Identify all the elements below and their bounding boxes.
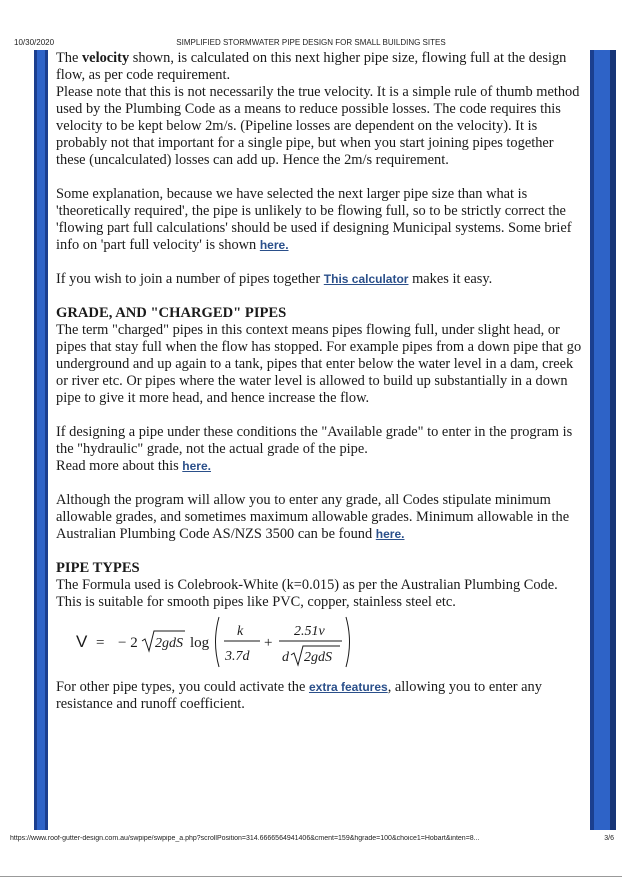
formula-denominator-1: 3.7d [225, 649, 250, 664]
hydraulic-grade-link[interactable]: here. [182, 459, 211, 473]
smooth-pipes-paragraph: This is suitable for smooth pipes like PVC, copper, stainless steel etc. [56, 594, 456, 610]
print-footer [0, 834, 622, 846]
extra-features-link[interactable]: extra features [308, 680, 388, 694]
formula-numerator-2: 2.51ν [294, 624, 325, 639]
page-title: SIMPLIFIED STORMWATER PIPE DESIGN FOR SMALL BUILDING SITES [176, 38, 446, 47]
grade-charged-pipes-heading: GRADE, AND "CHARGED" PIPES [56, 305, 287, 321]
pipe-types-heading: PIPE TYPES [56, 560, 140, 576]
velocity-paragraph: The velocity shown, is calculated on this next higher pipe size, flowing full at the design flow, as per code requirement. [56, 50, 567, 83]
right-blue-border [590, 50, 616, 830]
allowable-grades-paragraph: Although the program will allow you to enter any grade, all Codes stipulate minimum allowable grades, and sometimes maximum allowable grades. Minimum allowable in the Australian Plumbing Code AS/NZS 3500 can be found here. [56, 492, 570, 542]
colebrook-white-formula [56, 611, 586, 673]
formula-v: V [76, 632, 88, 651]
article-content [56, 50, 586, 713]
formula-intro-paragraph: The Formula used is Colebrook-White (k=0.015) as per the Australian Plumbing Code. [56, 577, 558, 593]
formula-radicand-2: 2gdS [304, 650, 332, 665]
velocity-note-paragraph: Please note that this is not necessarily the true velocity. It is a simple rule of thumb method used by the Plumbing Code as a means to reduce possible losses. The code requires this velocity to be kept below 2m/s. (Pipeline losses are dependent on the velocity). It is probably not that important for a single pipe, but when you start joining pipes together these (uncalculated) losses can add up. Hence the 2m/s requirement. [56, 84, 580, 168]
join-pipes-paragraph: If you wish to join a number of pipes together This calculator makes it easy. [56, 271, 493, 287]
read-more-paragraph: Read more about this here. [56, 458, 211, 474]
charged-pipes-paragraph: The term "charged" pipes in this context means pipes flowing full, under slight head, or pipes that stay full when the flow has stopped. For example pipes from a down pipe that go underground and up again to a tank, pipes that enter below the water level in a dam, creek or river etc. Or pipes where the water level is allowed to build up substantially in a down pipe to give it more head, and hence increase the flow. [56, 322, 582, 406]
print-header [0, 36, 622, 50]
left-blue-border [34, 50, 48, 830]
bottom-divider [0, 876, 622, 877]
formula-right-paren [346, 617, 350, 667]
formula-left-paren [216, 617, 220, 667]
other-pipe-types-paragraph: For other pipe types, you could activate the extra features, allowing you to enter any resistance and runoff coefficient. [56, 679, 542, 712]
formula-coefficient: − 2 [118, 635, 138, 651]
formula-denominator-2-d: d [282, 650, 289, 665]
print-date: 10/30/2020 [14, 38, 55, 47]
join-pipes-calculator-link[interactable]: This calculator [323, 272, 409, 286]
formula-log: log [190, 635, 210, 651]
formula-plus: + [264, 635, 273, 651]
formula-numerator-1: k [237, 624, 244, 639]
minimum-grade-link[interactable]: here. [375, 527, 405, 541]
page-number: 3/6 [604, 835, 614, 842]
page-url: https://www.roof-gutter-design.com.au/swpipe/swpipe_a.php?scrollPosition=314.666656494140​6&cment=159&hgrade=100&choice1=Hobart&inten=8... [10, 835, 480, 842]
explanation-paragraph: Some explanation, because we have selected the next larger pipe size than what is 'theoretically required', the pipe is unlikely to be flowing full, so to be strictly correct the 'flowing part full calculations' should be used if designing Municipal systems. Some brief info on 'part full velocity' is shown here. [56, 186, 572, 253]
formula-equals: = [96, 635, 105, 651]
hydraulic-grade-paragraph: If designing a pipe under these conditions the "Available grade" to enter in the program is the "hydraulic" grade, not the actual grade of the pipe. [56, 424, 573, 457]
part-full-velocity-link[interactable]: here. [259, 238, 289, 252]
velocity-term: velocity [81, 50, 130, 66]
formula-radicand-1: 2gdS [155, 636, 183, 651]
